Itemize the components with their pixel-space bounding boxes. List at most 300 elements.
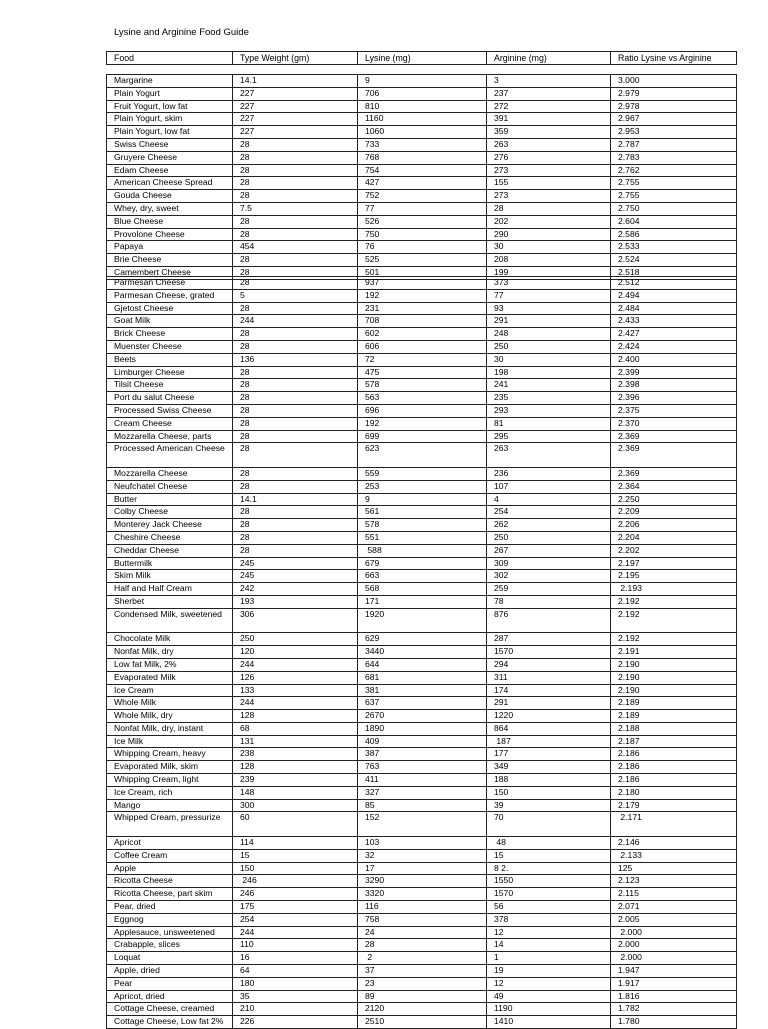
cell-food: Port du salut Cheese <box>107 392 233 405</box>
cell-weight: 244 <box>233 697 358 710</box>
cell-weight: 28 <box>233 215 358 228</box>
cell-food: Limburger Cheese <box>107 366 233 379</box>
cell-arginine: 293 <box>487 404 611 417</box>
cell-arginine: 267 <box>487 544 611 557</box>
cell-lysine: 568 <box>358 583 487 596</box>
table-row <box>107 862 737 875</box>
cell-ratio: 2.206 <box>611 519 737 532</box>
cell-ratio: 2.953 <box>611 126 737 139</box>
cell-lysine: 623 <box>358 443 487 468</box>
cell-ratio: 2.197 <box>611 557 737 570</box>
cell-weight: 306 <box>233 608 358 633</box>
cell-arginine: 391 <box>487 113 611 126</box>
cell-ratio: 2.190 <box>611 658 737 671</box>
table-row <box>107 799 737 812</box>
cell-lysine: 810 <box>358 100 487 113</box>
cell-lysine: 763 <box>358 761 487 774</box>
cell-weight: 454 <box>233 241 358 254</box>
cell-arginine: 236 <box>487 467 611 480</box>
table-row <box>107 75 737 88</box>
cell-weight: 180 <box>233 977 358 990</box>
cell-food: Beets <box>107 353 233 366</box>
cell-arginine: 241 <box>487 379 611 392</box>
table-row <box>107 837 737 850</box>
cell-lysine: 171 <box>358 595 487 608</box>
cell-weight: 28 <box>233 177 358 190</box>
cell-weight: 28 <box>233 266 358 279</box>
table-row <box>107 392 737 405</box>
cell-ratio: 2.000 <box>611 952 737 965</box>
cell-lysine: 192 <box>358 417 487 430</box>
cell-food: Monterey Jack Cheese <box>107 519 233 532</box>
cell-ratio: 2.512 <box>611 277 737 290</box>
table-row <box>107 697 737 710</box>
header-ratio: Ratio Lysine vs Arginine <box>611 52 737 65</box>
cell-arginine: 81 <box>487 417 611 430</box>
cell-arginine: 1 <box>487 952 611 965</box>
cell-lysine: 629 <box>358 633 487 646</box>
cell-lysine: 72 <box>358 353 487 366</box>
cell-arginine: 250 <box>487 531 611 544</box>
cell-arginine: 12 <box>487 977 611 990</box>
cell-food: Pear, dried <box>107 901 233 914</box>
cell-weight: 16 <box>233 952 358 965</box>
cell-food: Whole Milk <box>107 697 233 710</box>
cell-weight: 300 <box>233 799 358 812</box>
table-row <box>107 506 737 519</box>
cell-lysine: 699 <box>358 430 487 443</box>
cell-weight: 15 <box>233 849 358 862</box>
cell-food: Loquat <box>107 952 233 965</box>
cell-ratio: 2.192 <box>611 608 737 633</box>
cell-lysine: 231 <box>358 302 487 315</box>
cell-food: Cottage Cheese, Low fat 2% <box>107 1016 233 1029</box>
cell-ratio: 2.424 <box>611 340 737 353</box>
cell-ratio: 2.190 <box>611 671 737 684</box>
cell-weight: 28 <box>233 138 358 151</box>
cell-weight: 246 <box>233 888 358 901</box>
cell-lysine: 24 <box>358 926 487 939</box>
cell-lysine: 768 <box>358 151 487 164</box>
cell-arginine: 107 <box>487 480 611 493</box>
table-row <box>107 87 737 100</box>
cell-ratio: 2.133 <box>611 849 737 862</box>
cell-arginine: 273 <box>487 164 611 177</box>
cell-ratio: 2.369 <box>611 443 737 468</box>
cell-ratio: 1.782 <box>611 1003 737 1016</box>
cell-food: Ricotta Cheese <box>107 875 233 888</box>
cell-arginine: 263 <box>487 443 611 468</box>
cell-food: Coffee Cream <box>107 849 233 862</box>
cell-ratio: 2.071 <box>611 901 737 914</box>
cell-weight: 250 <box>233 633 358 646</box>
table-row <box>107 722 737 735</box>
cell-lysine: 681 <box>358 671 487 684</box>
table-row <box>107 113 737 126</box>
cell-lysine: 387 <box>358 748 487 761</box>
cell-lysine: 663 <box>358 570 487 583</box>
table-row <box>107 939 737 952</box>
cell-food: Goat Milk <box>107 315 233 328</box>
cell-arginine: 8 2. <box>487 862 611 875</box>
cell-ratio: 1.816 <box>611 990 737 1003</box>
cell-food: Neufchatel Cheese <box>107 480 233 493</box>
cell-lysine: 253 <box>358 480 487 493</box>
cell-weight: 210 <box>233 1003 358 1016</box>
cell-food: Cheshire Cheese <box>107 531 233 544</box>
cell-food: Plain Yogurt, low fat <box>107 126 233 139</box>
table-row <box>107 340 737 353</box>
table-row <box>107 519 737 532</box>
cell-lysine: 733 <box>358 138 487 151</box>
table-row <box>107 202 737 215</box>
cell-food: Cottage Cheese, creamed <box>107 1003 233 1016</box>
table-row <box>107 913 737 926</box>
cell-arginine: 208 <box>487 254 611 267</box>
cell-ratio: 2.369 <box>611 467 737 480</box>
cell-food: Mango <box>107 799 233 812</box>
cell-arginine: 14 <box>487 939 611 952</box>
cell-food: Edam Cheese <box>107 164 233 177</box>
cell-arginine: 235 <box>487 392 611 405</box>
cell-food: Gjetost Cheese <box>107 302 233 315</box>
cell-food: Plain Yogurt <box>107 87 233 100</box>
table-row <box>107 379 737 392</box>
cell-lysine: 563 <box>358 392 487 405</box>
cell-food: Ice Milk <box>107 735 233 748</box>
table-row <box>107 177 737 190</box>
cell-ratio: 2.398 <box>611 379 737 392</box>
cell-weight: 239 <box>233 774 358 787</box>
cell-food: Ice Cream <box>107 684 233 697</box>
table-row <box>107 531 737 544</box>
cell-lysine: 17 <box>358 862 487 875</box>
cell-ratio: 2.586 <box>611 228 737 241</box>
table-row <box>107 328 737 341</box>
cell-weight: 5 <box>233 289 358 302</box>
cell-ratio: 2.195 <box>611 570 737 583</box>
cell-lysine: 1160 <box>358 113 487 126</box>
cell-lysine: 754 <box>358 164 487 177</box>
cell-lysine: 89 <box>358 990 487 1003</box>
cell-arginine: 302 <box>487 570 611 583</box>
cell-arginine: 70 <box>487 812 611 837</box>
cell-food: Parmesan Cheese <box>107 277 233 290</box>
cell-food: Evaporated Milk <box>107 671 233 684</box>
cell-food: Chocolate Milk <box>107 633 233 646</box>
cell-ratio: 2.369 <box>611 430 737 443</box>
cell-lysine: 409 <box>358 735 487 748</box>
cell-food: Swiss Cheese <box>107 138 233 151</box>
cell-weight: 28 <box>233 228 358 241</box>
cell-lysine: 3290 <box>358 875 487 888</box>
cell-weight: 193 <box>233 595 358 608</box>
cell-weight: 28 <box>233 430 358 443</box>
cell-food: Apricot, dried <box>107 990 233 1003</box>
cell-arginine: 309 <box>487 557 611 570</box>
cell-weight: 28 <box>233 379 358 392</box>
table-row <box>107 952 737 965</box>
cell-lysine: 602 <box>358 328 487 341</box>
cell-weight: 246 <box>233 875 358 888</box>
cell-arginine: 3 <box>487 75 611 88</box>
table-row <box>107 493 737 506</box>
cell-arginine: 291 <box>487 697 611 710</box>
cell-arginine: 294 <box>487 658 611 671</box>
cell-arginine: 78 <box>487 595 611 608</box>
cell-arginine: 4 <box>487 493 611 506</box>
cell-lysine: 525 <box>358 254 487 267</box>
cell-ratio: 2.000 <box>611 926 737 939</box>
cell-ratio: 1.780 <box>611 1016 737 1029</box>
cell-weight: 227 <box>233 87 358 100</box>
cell-ratio: 3.000 <box>611 75 737 88</box>
header-lysine: Lysine (mg) <box>358 52 487 65</box>
header-arginine: Arginine (mg) <box>487 52 611 65</box>
cell-ratio: 2.187 <box>611 735 737 748</box>
cell-ratio: 2.123 <box>611 875 737 888</box>
cell-arginine: 276 <box>487 151 611 164</box>
cell-weight: 28 <box>233 190 358 203</box>
table-row <box>107 901 737 914</box>
cell-arginine: 349 <box>487 761 611 774</box>
table-row <box>107 965 737 978</box>
cell-food: American Cheese Spread <box>107 177 233 190</box>
cell-arginine: 48 <box>487 837 611 850</box>
table-row <box>107 748 737 761</box>
cell-lysine: 3320 <box>358 888 487 901</box>
cell-ratio: 2.375 <box>611 404 737 417</box>
cell-ratio: 2.005 <box>611 913 737 926</box>
cell-ratio: 2.762 <box>611 164 737 177</box>
table-row <box>107 190 737 203</box>
cell-lysine: 37 <box>358 965 487 978</box>
cell-food: Parmesan Cheese, grated <box>107 289 233 302</box>
cell-weight: 245 <box>233 557 358 570</box>
cell-lysine: 9 <box>358 493 487 506</box>
cell-food: Camembert Cheese <box>107 266 233 279</box>
cell-weight: 28 <box>233 467 358 480</box>
cell-ratio: 2.783 <box>611 151 737 164</box>
cell-food: Plain Yogurt, skim <box>107 113 233 126</box>
table-row <box>107 710 737 723</box>
cell-arginine: 49 <box>487 990 611 1003</box>
cell-ratio: 2.484 <box>611 302 737 315</box>
cell-ratio: 2.427 <box>611 328 737 341</box>
cell-weight: 244 <box>233 926 358 939</box>
cell-weight: 28 <box>233 254 358 267</box>
table-row <box>107 100 737 113</box>
cell-weight: 28 <box>233 417 358 430</box>
cell-ratio: 2.250 <box>611 493 737 506</box>
food-table-block-2 <box>106 276 737 1029</box>
cell-arginine: 177 <box>487 748 611 761</box>
header-table <box>106 51 737 65</box>
cell-food: Margarine <box>107 75 233 88</box>
cell-ratio: 2.204 <box>611 531 737 544</box>
table-row <box>107 443 737 468</box>
cell-ratio: 2.533 <box>611 241 737 254</box>
cell-weight: 68 <box>233 722 358 735</box>
cell-ratio: 2.192 <box>611 633 737 646</box>
table-row <box>107 215 737 228</box>
cell-lysine: 2670 <box>358 710 487 723</box>
cell-weight: 7.5 <box>233 202 358 215</box>
cell-food: Nonfat Milk, dry, instant <box>107 722 233 735</box>
cell-ratio: 2.188 <box>611 722 737 735</box>
table-row <box>107 658 737 671</box>
cell-arginine: 290 <box>487 228 611 241</box>
cell-weight: 227 <box>233 113 358 126</box>
cell-lysine: 752 <box>358 190 487 203</box>
cell-arginine: 188 <box>487 774 611 787</box>
cell-lysine: 578 <box>358 519 487 532</box>
cell-arginine: 12 <box>487 926 611 939</box>
cell-weight: 114 <box>233 837 358 850</box>
table-row <box>107 467 737 480</box>
document-title: Lysine and Arginine Food Guide <box>114 27 249 38</box>
cell-ratio: 2.370 <box>611 417 737 430</box>
table-row <box>107 151 737 164</box>
table-row <box>107 595 737 608</box>
cell-ratio: 1.947 <box>611 965 737 978</box>
cell-weight: 28 <box>233 340 358 353</box>
cell-weight: 28 <box>233 302 358 315</box>
table-row <box>107 289 737 302</box>
cell-lysine: 578 <box>358 379 487 392</box>
cell-food: Provolone Cheese <box>107 228 233 241</box>
cell-ratio: 2.000 <box>611 939 737 952</box>
cell-arginine: 93 <box>487 302 611 315</box>
cell-ratio: 2.364 <box>611 480 737 493</box>
cell-arginine: 1190 <box>487 1003 611 1016</box>
cell-food: Tilsit Cheese <box>107 379 233 392</box>
table-row <box>107 126 737 139</box>
cell-arginine: 273 <box>487 190 611 203</box>
cell-weight: 28 <box>233 151 358 164</box>
cell-food: Processed Swiss Cheese <box>107 404 233 417</box>
cell-lysine: 103 <box>358 837 487 850</box>
cell-arginine: 259 <box>487 583 611 596</box>
cell-weight: 120 <box>233 646 358 659</box>
cell-weight: 128 <box>233 761 358 774</box>
cell-lysine: 637 <box>358 697 487 710</box>
cell-food: Evaporated Milk, skim <box>107 761 233 774</box>
table-row <box>107 633 737 646</box>
cell-weight: 35 <box>233 990 358 1003</box>
cell-ratio: 125 <box>611 862 737 875</box>
cell-lysine: 77 <box>358 202 487 215</box>
cell-weight: 131 <box>233 735 358 748</box>
table-row <box>107 977 737 990</box>
cell-food: Applesauce, unsweetened <box>107 926 233 939</box>
table-row <box>107 608 737 633</box>
table-row <box>107 417 737 430</box>
table-row <box>107 138 737 151</box>
cell-food: Muenster Cheese <box>107 340 233 353</box>
cell-arginine: 378 <box>487 913 611 926</box>
cell-ratio: 2.146 <box>611 837 737 850</box>
table-row <box>107 774 737 787</box>
cell-ratio: 2.186 <box>611 761 737 774</box>
cell-lysine: 644 <box>358 658 487 671</box>
cell-lysine: 1060 <box>358 126 487 139</box>
cell-weight: 14.1 <box>233 493 358 506</box>
cell-weight: 28 <box>233 506 358 519</box>
cell-arginine: 150 <box>487 786 611 799</box>
cell-lysine: 28 <box>358 939 487 952</box>
cell-lysine: 708 <box>358 315 487 328</box>
cell-ratio: 2.967 <box>611 113 737 126</box>
cell-food: Whipping Cream, light <box>107 774 233 787</box>
cell-arginine: 30 <box>487 241 611 254</box>
header-row <box>107 52 737 65</box>
cell-food: Eggnog <box>107 913 233 926</box>
cell-food: Sherbet <box>107 595 233 608</box>
cell-lysine: 1920 <box>358 608 487 633</box>
table-row <box>107 366 737 379</box>
cell-arginine: 254 <box>487 506 611 519</box>
cell-arginine: 187 <box>487 735 611 748</box>
cell-arginine: 876 <box>487 608 611 633</box>
cell-weight: 28 <box>233 328 358 341</box>
cell-ratio: 2.186 <box>611 774 737 787</box>
cell-food: Gruyere Cheese <box>107 151 233 164</box>
cell-arginine: 199 <box>487 266 611 279</box>
table-row <box>107 557 737 570</box>
cell-lysine: 76 <box>358 241 487 254</box>
cell-weight: 133 <box>233 684 358 697</box>
cell-food: Crabapple, slices <box>107 939 233 952</box>
cell-arginine: 28 <box>487 202 611 215</box>
cell-arginine: 291 <box>487 315 611 328</box>
cell-weight: 238 <box>233 748 358 761</box>
cell-arginine: 287 <box>487 633 611 646</box>
table-row <box>107 735 737 748</box>
cell-food: Mozzarella Cheese <box>107 467 233 480</box>
cell-ratio: 2.396 <box>611 392 737 405</box>
cell-food: Condensed Milk, sweetened <box>107 608 233 633</box>
cell-ratio: 1.917 <box>611 977 737 990</box>
cell-ratio: 2.179 <box>611 799 737 812</box>
cell-weight: 128 <box>233 710 358 723</box>
table-row <box>107 302 737 315</box>
cell-lysine: 475 <box>358 366 487 379</box>
cell-arginine: 295 <box>487 430 611 443</box>
cell-arginine: 248 <box>487 328 611 341</box>
cell-lysine: 559 <box>358 467 487 480</box>
table-row <box>107 1016 737 1029</box>
cell-arginine: 19 <box>487 965 611 978</box>
cell-weight: 14.1 <box>233 75 358 88</box>
cell-lysine: 750 <box>358 228 487 241</box>
cell-weight: 148 <box>233 786 358 799</box>
cell-weight: 28 <box>233 519 358 532</box>
cell-arginine: 56 <box>487 901 611 914</box>
cell-arginine: 77 <box>487 289 611 302</box>
cell-arginine: 1570 <box>487 646 611 659</box>
table-row <box>107 849 737 862</box>
cell-ratio: 2.494 <box>611 289 737 302</box>
cell-food: Cheddar Cheese <box>107 544 233 557</box>
cell-food: Papaya <box>107 241 233 254</box>
cell-lysine: 152 <box>358 812 487 837</box>
food-table-block-1 <box>106 74 737 280</box>
cell-weight: 245 <box>233 570 358 583</box>
cell-weight: 244 <box>233 658 358 671</box>
cell-lysine: 526 <box>358 215 487 228</box>
table-row <box>107 277 737 290</box>
